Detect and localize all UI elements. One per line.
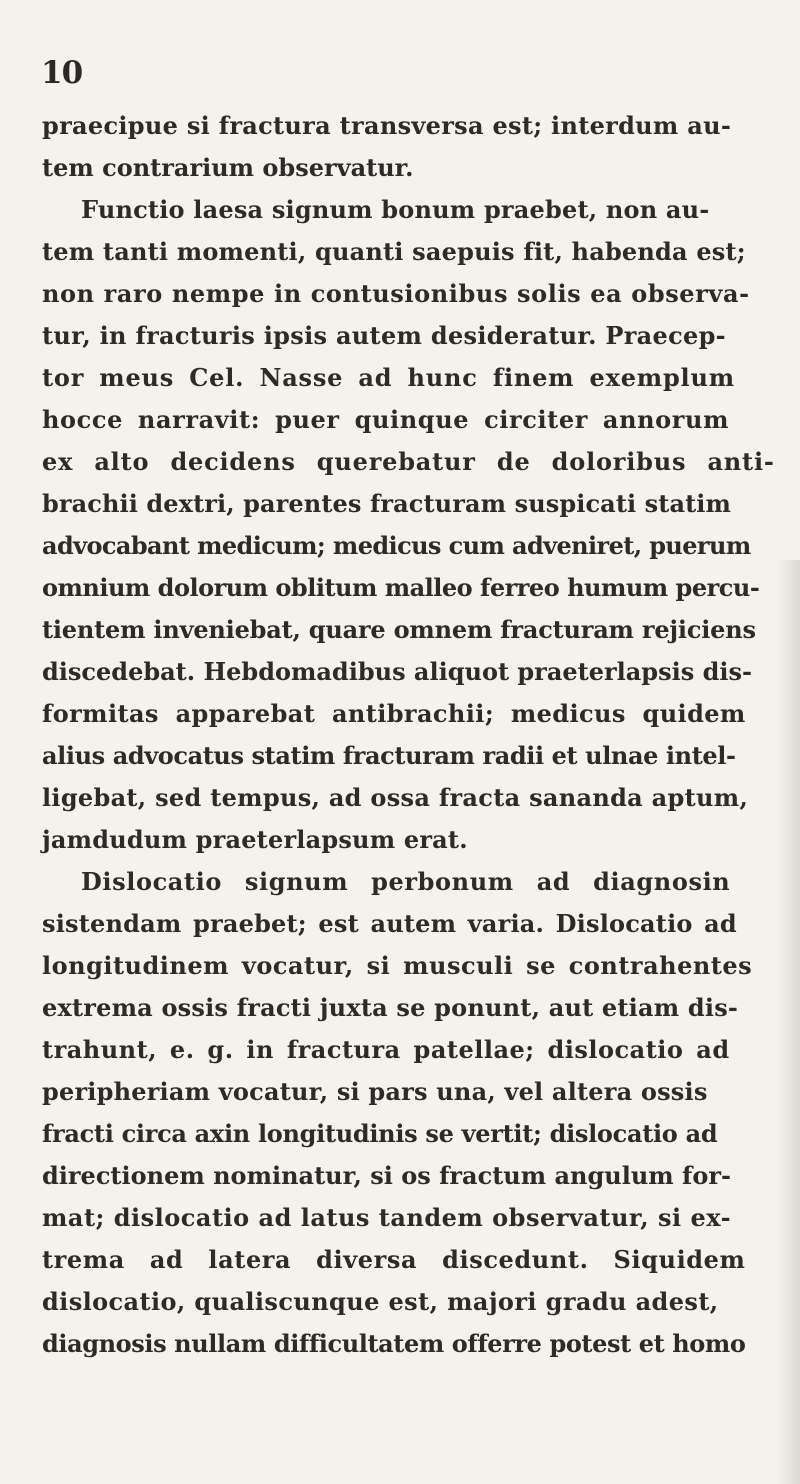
text-line: jamdudum praeterlapsum erat. [42,825,468,854]
page-number: 10 [41,55,83,91]
text-line: formitas apparebat antibrachii; medicus quidem [42,699,746,728]
text-line: mat; dislocatio ad latus tandem observatur, si ex- [42,1203,732,1232]
text-line: longitudinem vocatur, si musculi se contrahentes [42,951,753,980]
text-line: ex alto decidens querebatur de doloribus anti- [42,447,775,476]
text-line: dislocatio, qualiscunque est, majori gradu adest, [42,1287,719,1316]
text-line: extrema ossis fracti juxta se ponunt, aut etiam dis- [42,993,739,1022]
text-line: diagnosis nullam difficultatem offerre potest et homo [42,1329,746,1358]
text-line: alius advocatus statim fracturam radii et ulnae intel- [42,741,736,770]
text-line: sistendam praebet; est autem varia. Dislocatio ad [42,909,737,938]
text-line: non raro nempe in contusionibus solis ea observa- [42,279,750,308]
text-line: tem tanti momenti, quanti saepuis fit, habenda est; [42,237,746,266]
text-line: fracti circa axin longitudinis se vertit; dislocatio ad [42,1119,718,1148]
page-edge-shadow [778,560,800,1484]
text-line: directionem nominatur, si os fractum angulum for- [42,1161,731,1190]
text-line: tur, in fracturis ipsis autem desideratur. Praecep- [42,321,726,350]
text-line: Functio laesa signum bonum praebet, non au- [81,195,710,224]
text-line: discedebat. Hebdomadibus aliquot praeterlapsis dis- [42,657,752,686]
text-line: praecipue si fractura transversa est; interdum au- [42,111,732,140]
text-line: trahunt, e. g. in fractura patellae; dislocatio ad [42,1035,730,1064]
text-line: ligebat, sed tempus, ad ossa fracta sananda aptum, [42,783,749,812]
text-line: hocce narravit: puer quinque circiter annorum [42,405,730,434]
text-line: trema ad latera diversa discedunt. Siquidem [42,1245,746,1274]
text-line: Dislocatio signum perbonum ad diagnosin [81,867,731,896]
text-line: tientem inveniebat, quare omnem fracturam rejiciens [42,615,756,644]
text-line: omnium dolorum oblitum malleo ferreo humum percu- [42,573,760,602]
text-line: tor meus Cel. Nasse ad hunc finem exemplum [42,363,735,392]
text-line: peripheriam vocatur, si pars una, vel altera ossis [42,1077,708,1106]
text-line: advocabant medicum; medicus cum adveniret, puerum [42,531,751,560]
text-line: tem contrarium observatur. [42,153,414,182]
text-line: brachii dextri, parentes fracturam suspicati statim [42,489,732,518]
